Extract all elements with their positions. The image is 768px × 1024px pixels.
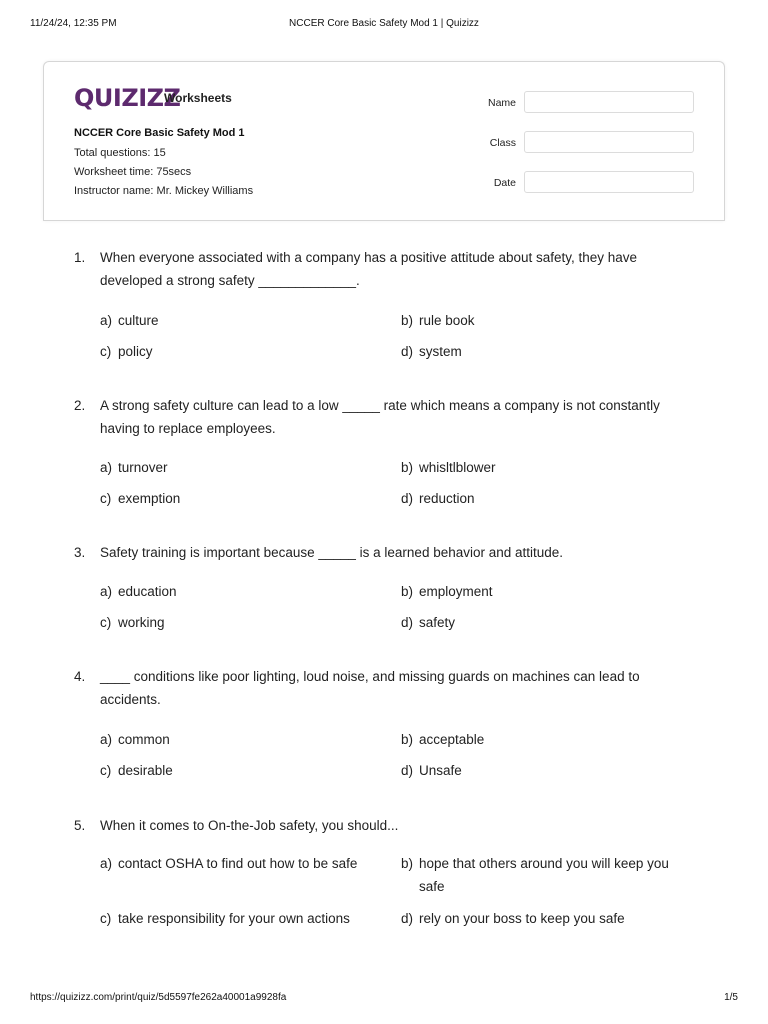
option-text: employment: [419, 584, 493, 599]
option-text: take responsibility for your own actions: [118, 911, 350, 926]
option-letter: d): [401, 615, 414, 630]
worksheets-label: Worksheets: [164, 91, 232, 105]
option-letter: b): [401, 460, 414, 475]
option-letter: a): [100, 584, 113, 599]
header-divider: [43, 220, 725, 221]
question-text: ____ conditions like poor lighting, loud noise, and missing guards on machines can lead to accidents.: [100, 669, 640, 707]
option-text: common: [118, 732, 170, 747]
quizizz-logo: QUIZIZZ: [74, 84, 181, 112]
option-text: exemption: [118, 491, 181, 506]
option-letter: a): [100, 313, 113, 328]
print-datetime: 11/24/24, 12:35 PM: [30, 18, 117, 29]
option-text: safety: [419, 615, 456, 630]
name-field[interactable]: [524, 91, 694, 113]
option-letter: d): [401, 344, 414, 359]
option-letter: d): [401, 763, 414, 778]
option-letter: c): [100, 344, 112, 359]
option-letter: b): [401, 313, 414, 328]
option-text: rely on your boss to keep you safe: [419, 911, 625, 926]
print-footer: [30, 992, 738, 1006]
option-letter: d): [401, 911, 414, 926]
option-text: contact OSHA to find out how to be safe: [118, 856, 358, 871]
print-url: https://quizizz.com/print/quiz/5d5597fe262a40001a9928fa: [30, 992, 287, 1003]
print-page-title: NCCER Core Basic Safety Mod 1 | Quizizz: [289, 18, 479, 29]
class-field[interactable]: [524, 131, 694, 153]
option-letter: c): [100, 491, 112, 506]
instructor-name: Instructor name: Mr. Mickey Williams: [74, 185, 254, 197]
option-letter: b): [401, 584, 414, 599]
option-text: reduction: [419, 491, 475, 506]
option-text: hope that others around you will keep you safe: [419, 856, 669, 894]
worksheet-header-card: [43, 61, 725, 221]
worksheet-time: Worksheet time: 75secs: [74, 166, 192, 178]
page-number: 1/5: [724, 992, 738, 1003]
name-label: Name: [487, 97, 516, 109]
date-label: Date: [493, 177, 516, 189]
total-questions: Total questions: 15: [74, 147, 166, 159]
question-number: 2.: [74, 398, 86, 413]
print-header: [30, 18, 738, 32]
option-text: working: [118, 615, 165, 630]
option-letter: b): [401, 732, 414, 747]
option-letter: d): [401, 491, 414, 506]
option-letter: c): [100, 911, 112, 926]
class-label: Class: [489, 137, 516, 149]
option-letter: a): [100, 732, 113, 747]
option-text: turnover: [118, 460, 168, 475]
option-letter: b): [401, 856, 414, 871]
option-letter: c): [100, 763, 112, 778]
option-text: culture: [118, 313, 159, 328]
option-text: desirable: [118, 763, 173, 778]
option-text: Unsafe: [419, 763, 462, 778]
option-text: policy: [118, 344, 153, 359]
question-number: 5.: [74, 818, 86, 833]
question-number: 3.: [74, 545, 86, 560]
option-text: acceptable: [419, 732, 485, 747]
option-text: rule book: [419, 313, 475, 328]
date-field[interactable]: [524, 171, 694, 193]
option-letter: a): [100, 856, 113, 871]
question-text: Safety training is important because _____ is a learned behavior and attitude.: [100, 545, 564, 560]
question-text: A strong safety culture can lead to a low _____ rate which means a company is not constantly having to replace employees.: [100, 398, 660, 436]
option-text: education: [118, 584, 177, 599]
option-letter: c): [100, 615, 112, 630]
option-text: whisltlblower: [419, 460, 496, 475]
quiz-title: NCCER Core Basic Safety Mod 1: [74, 127, 245, 139]
question-number: 4.: [74, 669, 86, 684]
option-text: system: [419, 344, 462, 359]
option-letter: a): [100, 460, 113, 475]
question-text: When it comes to On-the-Job safety, you should...: [100, 818, 399, 833]
question-number: 1.: [74, 250, 86, 265]
question-text: When everyone associated with a company has a positive attitude about safety, they have developed a strong safety _____________.: [100, 250, 638, 288]
